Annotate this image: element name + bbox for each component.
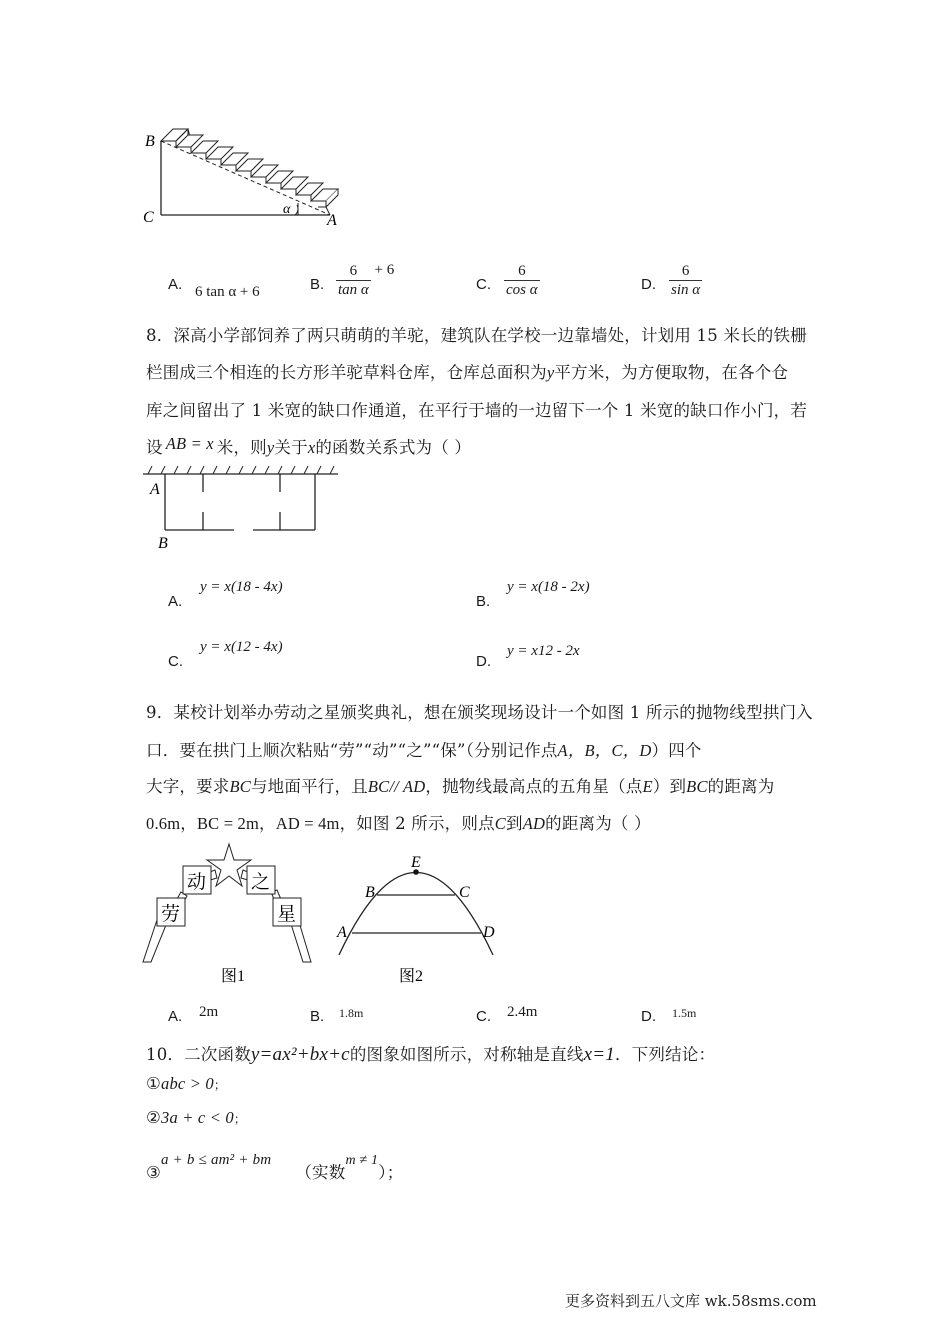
var-y: y: [546, 363, 555, 382]
frac-denominator: tan α: [338, 282, 369, 299]
label-A: A: [327, 212, 337, 229]
circled-number-1: ①: [146, 1074, 161, 1093]
segment-bc: BC: [686, 777, 708, 796]
point-c: C: [494, 814, 507, 833]
q10-text: 的图象如图所示，对称轴是直线: [349, 1045, 584, 1064]
fence-diagram: [140, 462, 350, 552]
segment-bc: BC: [229, 777, 251, 796]
frac-denominator: sin α: [671, 282, 701, 298]
q9-option-b-label[interactable]: B.: [310, 1008, 325, 1025]
quadratic-formula: y=ax²+bx+c: [250, 1044, 350, 1065]
q7-option-b-expr: [336, 262, 394, 299]
q8-option-a-expr: y = x(18 - 4x): [200, 579, 283, 595]
q9-option-a-label[interactable]: A.: [168, 1008, 183, 1025]
q7-option-d-expr: [669, 262, 702, 299]
char-xing: 星: [277, 904, 297, 925]
char-dong: 动: [187, 872, 207, 893]
q8-option-c-expr: y = x(12 - 4x): [200, 639, 283, 655]
q10-conclusion-2: [146, 1108, 246, 1128]
q8-text: 平方米，为方便取物，在各个仓: [554, 363, 789, 382]
q9-line-2: [146, 737, 702, 761]
label-A: A: [337, 924, 347, 941]
q7-option-a-expr: 6 tan α + 6: [195, 284, 260, 300]
char-zhi: 之: [251, 872, 271, 893]
q8-text: 米，则: [216, 438, 267, 457]
q9-option-c-expr: 2.4m: [507, 1004, 538, 1020]
footer-watermark: 更多资料到五八文库 wk.58sms.com: [565, 1292, 817, 1310]
q8-text: 的函数关系式为（ ）: [315, 438, 472, 457]
given-values: 0.6m，BC = 2m，AD = 4m: [146, 814, 340, 833]
q9-option-d-label[interactable]: D.: [641, 1008, 656, 1025]
circled-number-2: ②: [146, 1108, 161, 1127]
q7-option-a-label[interactable]: A.: [168, 276, 183, 293]
q9-option-b-expr: 1.8m: [339, 1006, 364, 1020]
label-D: D: [483, 924, 495, 941]
q8-option-b-expr: y = x(18 - 2x): [507, 579, 590, 595]
q9-text: 的距离为: [707, 777, 775, 796]
label-alpha: α: [283, 202, 291, 217]
q9-line-1: 9．某校计划举办劳动之星颁奖典礼，想在颁奖现场设计一个如图 1 所示的抛物线型拱门入: [146, 703, 813, 722]
q9-line-3: [146, 773, 774, 797]
q9-text: 的距离为（ ）: [545, 814, 651, 833]
conclusion-suffix: ；: [213, 1078, 227, 1092]
q7-option-c-label[interactable]: C.: [476, 276, 491, 293]
q9-text: 口．要在拱门上顺次粘贴“劳”“动”“之”“保”（分别记作点: [146, 741, 558, 760]
conclusion-note-math: m ≠ 1: [345, 1153, 379, 1168]
var-y: y: [266, 438, 275, 457]
conclusion-expr: a + b ≤ am² + bm: [161, 1152, 272, 1168]
q10-conclusion-3: [146, 1152, 403, 1183]
conclusion-expr: abc > 0: [161, 1074, 214, 1093]
q7-option-c-expr: [504, 262, 540, 299]
label-B: B: [158, 535, 168, 552]
q8-option-d-label[interactable]: D.: [476, 653, 491, 670]
staircase-diagram: [135, 115, 365, 235]
q9-text: ）到: [652, 777, 687, 796]
q8-text: 栏围成三个相连的长方形羊驼草料仓库，仓库总面积为: [146, 363, 547, 382]
q9-figure-1: [135, 840, 325, 990]
frac-denominator: cos α: [506, 282, 538, 298]
q8-line-1: 8．深高小学部饲养了两只萌萌的羊驼，建筑队在学校一边靠墙处，计划用 15 米长的铁栅: [146, 326, 807, 345]
q9-text: ）四个: [651, 741, 702, 760]
q9-figure-2: [325, 845, 505, 990]
q10-line-1: [146, 1041, 715, 1066]
q8-option-d-expr: y = x12 - 2x: [507, 643, 580, 659]
q9-text: ，如图 2 所示，则点: [339, 814, 495, 833]
figure-1-caption: 图1: [221, 968, 246, 985]
q7-option-d-label[interactable]: D.: [641, 276, 656, 293]
bc-parallel-ad: BC// AD: [367, 777, 426, 796]
q9-text: 大字，要求: [146, 777, 230, 796]
q7-staircase-figure: [135, 115, 365, 235]
label-E: E: [411, 854, 421, 871]
label-C: C: [459, 884, 470, 901]
q9-text: 与地面平行，且: [250, 777, 368, 796]
points-abcd: A，B，C，D: [557, 741, 652, 760]
figure-2-caption: 图2: [399, 968, 424, 985]
ab-eq-x: AB = x: [165, 434, 214, 453]
arch-gate-diagram: [135, 840, 325, 990]
q10-conclusion-1: [146, 1074, 226, 1094]
q8-option-b-label[interactable]: B.: [476, 593, 491, 610]
q7-option-b-label[interactable]: B.: [310, 276, 325, 293]
q8-line-4: [146, 434, 471, 458]
label-C: C: [143, 209, 154, 226]
q9-text: ，抛物线最高点的五角星（点: [425, 777, 643, 796]
q9-option-d-expr: 1.5m: [672, 1006, 697, 1020]
q8-option-c-label[interactable]: C.: [168, 653, 183, 670]
q9-option-c-label[interactable]: C.: [476, 1008, 491, 1025]
point-e: E: [642, 777, 653, 796]
frac-numerator: 6: [349, 263, 358, 280]
q8-fence-figure: [140, 462, 350, 552]
segment-ad: AD: [522, 814, 546, 833]
char-lao: 劳: [161, 904, 181, 925]
q8-text: 关于: [274, 438, 308, 457]
var-x: x: [307, 438, 316, 457]
label-B: B: [145, 133, 155, 150]
q8-text: 设: [146, 438, 163, 457]
symmetry-axis: x=1: [583, 1044, 615, 1065]
conclusion-expr: 3a + c < 0: [161, 1108, 234, 1127]
label-A: A: [150, 481, 160, 498]
circled-number-3: ③: [146, 1163, 161, 1182]
q9-option-a-expr: 2m: [199, 1004, 219, 1020]
frac-numerator: 6: [518, 263, 526, 279]
q9-text: 到: [506, 814, 523, 833]
frac-suffix: + 6: [374, 262, 395, 278]
frac-numerator: 6: [681, 263, 690, 279]
parabola-diagram: [325, 845, 505, 990]
q8-line-3: 库之间留出了 1 米宽的缺口作通道，在平行于墙的一边留下一个 1 米宽的缺口作小门，若: [146, 401, 808, 420]
q10-text: 10．二次函数: [146, 1045, 251, 1064]
conclusion-note-suffix: ）；: [378, 1163, 404, 1182]
q8-option-a-label[interactable]: A.: [168, 593, 183, 610]
q10-text: ．下列结论：: [614, 1045, 716, 1064]
q8-line-2: [146, 359, 788, 383]
conclusion-note: （实数: [295, 1163, 346, 1182]
label-B: B: [365, 884, 375, 901]
conclusion-suffix: ；: [233, 1112, 247, 1126]
q9-line-4: [146, 810, 651, 834]
